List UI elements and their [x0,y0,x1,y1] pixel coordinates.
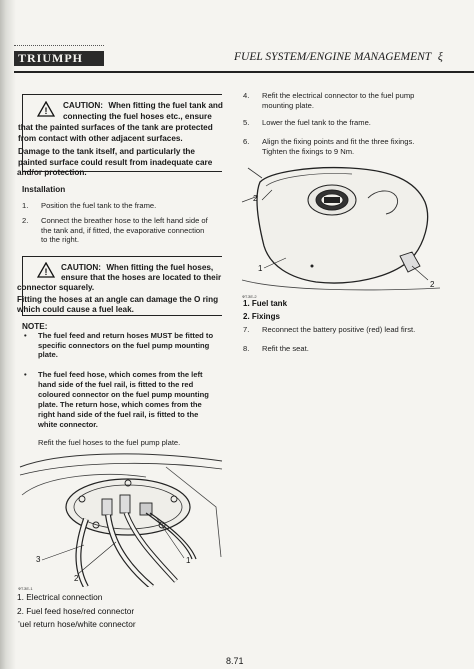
step-line: Connect the breather hose to the left hand side of [41,216,208,225]
caution-line: Damage to the tank itself, and particularly the [18,147,195,156]
caution-box-hoses [17,256,222,316]
caution-line: that the painted surfaces of the tank are protected [18,123,213,132]
installation-heading: Installation [22,185,66,194]
figure-callout: 2 [430,280,435,289]
step-line: to the right. [41,235,79,244]
step-text [262,137,462,156]
step-number: 6. [243,137,250,146]
step-line: Refit the electrical connector to the fuel pump [262,91,415,100]
step-text: Refit the seat. [262,344,309,353]
step-text: Position the fuel tank to the frame. [41,201,157,210]
step-line: mounting plate. [262,100,314,110]
note-line: The fuel feed and return hoses MUST be fitted to [38,331,214,340]
figure-code: ФТ.ЗЕ-1 [18,586,33,591]
note-line: plate. [38,350,58,359]
fuel-pump-plate-illustration [16,447,226,587]
step-line: the tank and, if fitted, the evaporative connection [41,225,205,235]
header-rule [14,71,474,73]
page-number: 8.71 [226,656,244,666]
step-number: 7. [243,325,250,334]
step-number: 5. [243,118,250,127]
svg-text:!: ! [44,267,48,278]
note-bullet [38,331,228,360]
figure-callout: 2 [253,194,258,203]
step-number: 1. [22,201,29,210]
legend-item: 1. Electrical connection [17,592,103,602]
step-number: 8. [243,344,250,353]
legend-item: 2. Fuel feed hose/red connector [17,606,135,616]
step-number: 4. [243,91,250,100]
step-number: 2. [22,216,29,225]
step-line: Tighten the fixings to 9 Nm. [262,146,355,156]
figure-callout: 1 [258,264,263,273]
note-bullet [38,370,228,430]
caution-line: ensure that the hoses are located to their [61,273,222,282]
caution-line: and/or protection. [17,168,87,177]
figure-callout: 1 [186,556,191,565]
legend-item: 1. Fuel tank [243,299,288,308]
section-title [234,51,474,63]
legend-item: ’uel return hose/white connector [18,619,136,629]
note-line: right hand side of the fuel rail, is fitted to the [38,410,199,419]
scan-edge-shadow [0,0,16,669]
figure-code: ФТ.ЗЕ-2 [242,294,257,299]
step-text [262,91,442,110]
caution-line: When fitting the fuel hoses, [106,263,214,272]
caution-label: CAUTION: [63,101,104,110]
note-bullet-marker: • [24,370,27,379]
note-line: specific connectors on the fuel pump mounting [38,340,210,350]
note-line: The fuel feed hose, which comes from the left [38,370,203,379]
brand-logo: TRIUMPH [14,51,104,66]
step-line: Align the fixing points and fit the three fixings. [262,137,415,146]
note-heading: NOTE: [22,322,48,331]
caution-box-tank [18,94,223,172]
note-line: plate. The return hose, which comes from the [38,400,202,409]
svg-text:!: ! [44,106,48,117]
caution-line: which could cause a fuel leak. [17,305,134,314]
warning-triangle-icon [37,101,55,117]
caution-line: When fitting the fuel tank and [108,101,223,110]
legend-item: 2. Fixings [243,312,280,321]
caution-line: Fitting the hoses at an angle can damage the O ring [17,295,219,304]
figure-callout: 2 [74,574,79,583]
caution-line: from contact with other adjacent surfaces. [18,134,183,143]
fuel-tank-illustration [240,162,445,298]
warning-triangle-icon [37,262,55,278]
section-title-end: ξ [437,51,443,63]
step-text [41,216,221,245]
figure-callout: 3 [36,555,41,564]
note-line: coloured connector on the fuel pump mounting [38,390,209,399]
caution-text [63,100,223,111]
section-title-text: FUEL SYSTEM/ENGINE MANAGEMENT [234,51,431,63]
refit-hoses-text: Refit the fuel hoses to the fuel pump plate. [38,438,181,447]
note-line: hand side of the fuel rail, is fitted to the red [38,380,194,389]
note-line: white connector. [38,420,98,429]
note-bullet-marker: • [24,331,27,340]
step-text: Reconnect the battery positive (red) lead first. [262,325,416,334]
logo-rule [14,45,104,48]
caution-label: CAUTION: [61,263,102,272]
caution-line: connecting the fuel hoses etc., ensure [63,112,212,121]
caution-line: connector squarely. [17,283,95,292]
caution-line: painted surface could result from inadequate care [18,158,213,167]
step-text: Lower the fuel tank to the frame. [262,118,371,127]
